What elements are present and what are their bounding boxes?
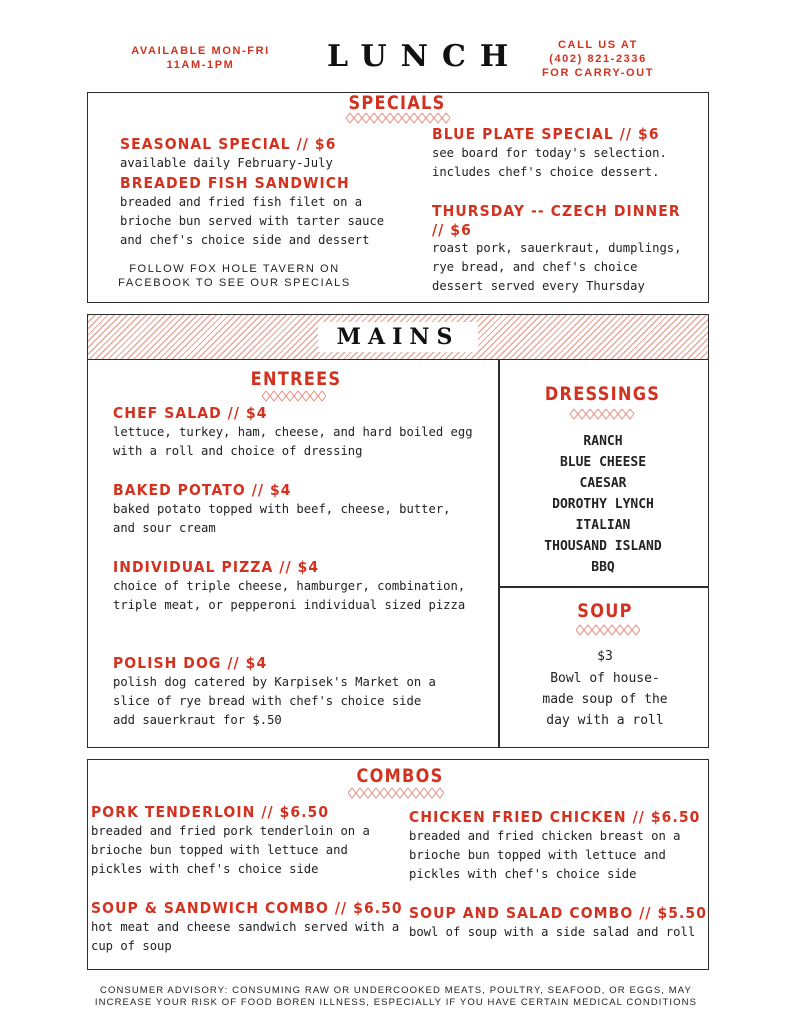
polish-dog-desc: polish dog catered by Karpisek's Market on a slice of rye bread with chef's choice side add sauerkraut for $.50 xyxy=(113,675,436,728)
dressings-soup-divider xyxy=(499,586,709,588)
dressing-item: BLUE CHEESE xyxy=(559,455,647,470)
dressing-item: CAESAR xyxy=(579,476,627,491)
soup-desc-line2: made soup of the xyxy=(542,692,668,707)
availability-days: AVAILABLE MON-FRI xyxy=(131,45,270,57)
pork-tenderloin-title: PORK TENDERLOIN // $6.50 xyxy=(91,803,330,821)
soup-desc-line3: day with a roll xyxy=(546,713,664,728)
phone-number[interactable]: (402) 821-2336 xyxy=(549,53,647,65)
combos-title: COMBOS xyxy=(356,765,444,787)
soup-desc-line1: Bowl of house- xyxy=(550,671,660,686)
diamond-divider-icon xyxy=(570,408,634,420)
seasonal-special-title: SEASONAL SPECIAL // $6 xyxy=(120,135,337,153)
mains-divider xyxy=(498,359,500,748)
baked-potato-desc: baked potato topped with beef, cheese, butter, and sour cream xyxy=(113,502,451,536)
soup-sandwich-combo-title: SOUP & SANDWICH COMBO // $6.50 xyxy=(91,899,403,917)
blue-plate-title: BLUE PLATE SPECIAL // $6 xyxy=(432,125,660,143)
mains-title: MAINS xyxy=(318,322,478,352)
polish-dog-title: POLISH DOG // $4 xyxy=(113,654,268,672)
consumer-advisory-line1: CONSUMER ADVISORY: CONSUMING RAW OR UNDERCOOKED MEATS, POULTRY, SEAFOOD, OR EGGS, MAY xyxy=(100,985,692,996)
diamond-divider-icon xyxy=(262,390,326,402)
specials-title: SPECIALS xyxy=(348,92,446,114)
call-info xyxy=(522,38,674,80)
facebook-note xyxy=(112,262,357,290)
dressing-item: RANCH xyxy=(583,434,623,449)
baked-potato-title: BAKED POTATO // $4 xyxy=(113,481,292,499)
page-title: LUNCH xyxy=(327,39,523,74)
soup-sandwich-combo-desc: hot meat and cheese sandwich served with a cup of soup xyxy=(91,920,400,954)
soup-price: $3 xyxy=(597,649,613,664)
soup-salad-combo-title: SOUP AND SALAD COMBO // $5.50 xyxy=(409,904,708,922)
blue-plate-desc: see board for today's selection. includes chef's choice dessert. xyxy=(432,146,667,180)
consumer-advisory xyxy=(90,985,702,1009)
diamond-divider-icon xyxy=(348,787,444,799)
individual-pizza-title: INDIVIDUAL PIZZA // $4 xyxy=(113,558,320,576)
diamond-divider-icon xyxy=(346,112,450,124)
availability-info xyxy=(118,44,283,72)
czech-dinner-title: THURSDAY -- CZECH DINNER // $6 xyxy=(432,202,681,239)
chef-salad-desc: lettuce, turkey, ham, cheese, and hard boiled egg with a roll and choice of dressing xyxy=(113,425,473,459)
fish-sandwich-desc: breaded and fried fish filet on a brioche bun served with tarter sauce and chef's choice side and dessert xyxy=(120,195,385,248)
dressing-item: DOROTHY LYNCH xyxy=(552,497,654,512)
facebook-note-line2: FACEBOOK TO SEE OUR SPECIALS xyxy=(118,277,351,289)
czech-dinner-desc: roast pork, sauerkraut, dumplings, rye bread, and chef's choice dessert served every Thursday xyxy=(432,241,682,294)
pork-tenderloin-desc: breaded and fried pork tenderloin on a brioche bun topped with lettuce and pickles with chef's choice side xyxy=(91,824,370,877)
diamond-divider-icon xyxy=(576,624,640,636)
facebook-note-line1: FOLLOW FOX HOLE TAVERN ON xyxy=(129,263,340,275)
chicken-fried-chicken-title: CHICKEN FRIED CHICKEN // $6.50 xyxy=(409,808,701,826)
consumer-advisory-line2: INCREASE YOUR RISK OF FOOD BOREN ILLNESS, ESPECIALLY IF YOU HAVE CERTAIN MEDICAL CONDITIONS xyxy=(94,997,698,1008)
dressing-item: BBQ xyxy=(591,560,615,575)
dressing-item: THOUSAND ISLAND xyxy=(544,539,662,554)
dressing-item: ITALIAN xyxy=(575,518,631,533)
fish-sandwich-title: BREADED FISH SANDWICH xyxy=(120,174,350,192)
carry-out-label: FOR CARRY-OUT xyxy=(541,67,655,79)
dressings-title: DRESSINGS xyxy=(544,383,661,405)
seasonal-special-desc: available daily February-July xyxy=(120,156,333,170)
soup-title: SOUP xyxy=(577,600,633,622)
availability-hours: 11AM-1PM xyxy=(166,59,235,71)
chicken-fried-chicken-desc: breaded and fried chicken breast on a brioche bun topped with lettuce and pickles with chef's choice side xyxy=(409,829,681,882)
individual-pizza-desc: choice of triple cheese, hamburger, combination, triple meat, or pepperoni individual sized pizza xyxy=(113,579,466,613)
chef-salad-title: CHEF SALAD // $4 xyxy=(113,404,268,422)
entrees-title: ENTREES xyxy=(250,368,342,390)
call-label: CALL US AT xyxy=(558,39,638,51)
soup-salad-combo-desc: bowl of soup with a side salad and roll xyxy=(409,925,696,939)
